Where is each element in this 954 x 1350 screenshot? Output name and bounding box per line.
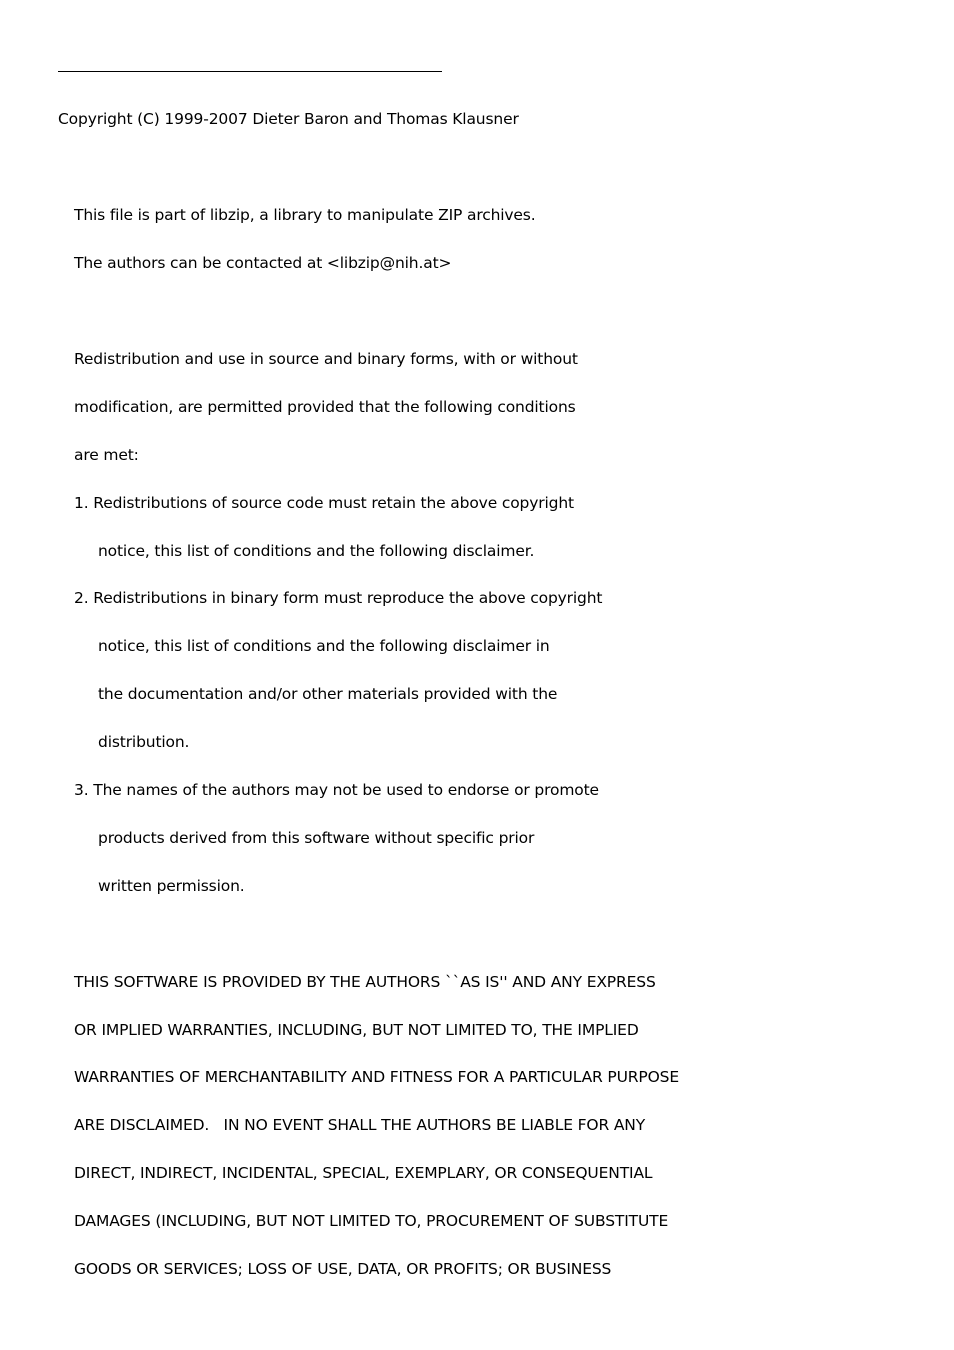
intro-line: This file is part of libzip, a library to manipulate ZIP archives.: [74, 206, 536, 224]
condition-1-continuation: notice, this list of conditions and the following disclaimer.: [98, 542, 535, 560]
condition-2-continuation: notice, this list of conditions and the following disclaimer in: [98, 637, 550, 655]
condition-3-continuation: written permission.: [98, 877, 245, 895]
condition-2-line: 2. Redistributions in binary form must reproduce the above copyright: [74, 589, 603, 607]
condition-1-line: 1. Redistributions of source code must retain the above copyright: [74, 494, 574, 512]
copyright-line: Copyright (C) 1999-2007 Dieter Baron and Thomas Klausner: [58, 110, 519, 128]
disclaimer-line: DAMAGES (INCLUDING, BUT NOT LIMITED TO, PROCUREMENT OF SUBSTITUTE: [74, 1212, 669, 1230]
disclaimer-line: OR IMPLIED WARRANTIES, INCLUDING, BUT NOT LIMITED TO, THE IMPLIED: [74, 1021, 639, 1039]
condition-2-continuation: distribution.: [98, 733, 190, 751]
condition-3-line: 3. The names of the authors may not be used to endorse or promote: [74, 781, 599, 799]
disclaimer-line: THIS SOFTWARE IS PROVIDED BY THE AUTHORS ``AS IS'' AND ANY EXPRESS: [74, 973, 656, 991]
intro-line: The authors can be contacted at <libzip@nih.at>: [74, 254, 452, 272]
condition-2-continuation: the documentation and/or other materials provided with the: [98, 685, 558, 703]
disclaimer-line: WARRANTIES OF MERCHANTABILITY AND FITNESS FOR A PARTICULAR PURPOSE: [74, 1068, 680, 1086]
condition-3-continuation: products derived from this software without specific prior: [98, 829, 535, 847]
redistribution-line: Redistribution and use in source and binary forms, with or without: [74, 350, 578, 368]
disclaimer-line: GOODS OR SERVICES; LOSS OF USE, DATA, OR PROFITS; OR BUSINESS: [74, 1260, 612, 1278]
redistribution-line: are met:: [74, 446, 139, 464]
disclaimer-line: DIRECT, INDIRECT, INCIDENTAL, SPECIAL, EXEMPLARY, OR CONSEQUENTIAL: [74, 1164, 653, 1182]
separator-rule: [58, 71, 442, 72]
redistribution-line: modification, are permitted provided that the following conditions: [74, 398, 576, 416]
disclaimer-line: ARE DISCLAIMED. IN NO EVENT SHALL THE AUTHORS BE LIABLE FOR ANY: [74, 1116, 646, 1134]
